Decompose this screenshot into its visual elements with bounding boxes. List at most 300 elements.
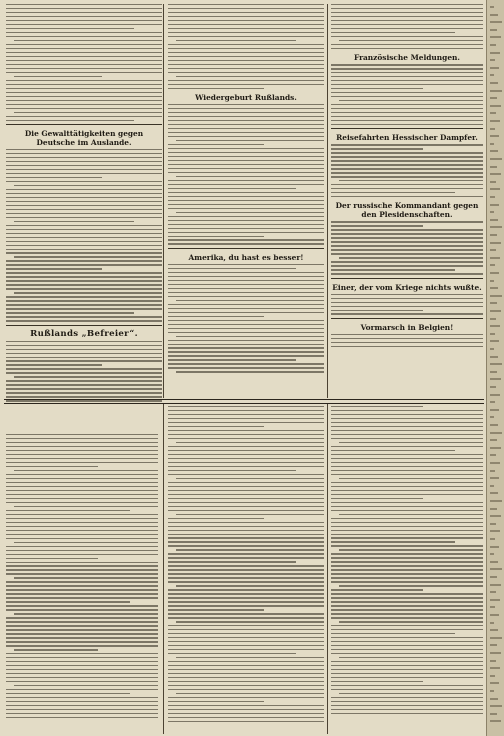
text-line — [6, 217, 162, 218]
gutter-mark — [490, 599, 500, 601]
text-line — [168, 264, 324, 265]
heading-wiedergeburt: Wiedergeburt Rußlands. — [195, 93, 297, 103]
heading-reisefahrten: Reisefahrten Hessischer Dampfer. — [336, 133, 478, 143]
divider — [6, 325, 162, 326]
gutter-mark — [490, 302, 497, 304]
text-line — [168, 414, 324, 415]
text-line — [331, 685, 483, 686]
text-line — [331, 176, 483, 177]
text-line — [6, 116, 162, 117]
text-line — [6, 8, 162, 9]
text-line — [331, 665, 483, 666]
text-line — [6, 442, 158, 443]
text-line — [168, 581, 324, 582]
text-line — [6, 697, 158, 698]
gutter-mark — [490, 675, 495, 677]
gutter-mark — [490, 90, 502, 92]
text-line — [331, 641, 483, 642]
gutter-mark — [490, 29, 497, 31]
text-line — [168, 32, 324, 33]
text-line — [168, 347, 324, 348]
gutter-mark — [490, 538, 495, 540]
gutter-mark — [490, 652, 501, 654]
text-line — [331, 265, 483, 266]
text-line — [6, 534, 158, 535]
text-line — [331, 589, 423, 590]
text-line — [6, 589, 158, 590]
text-line — [6, 24, 162, 25]
text-line — [331, 148, 423, 149]
text-line — [331, 601, 483, 602]
text-line — [331, 653, 483, 654]
text-line — [14, 542, 158, 543]
text-line — [168, 144, 264, 145]
text-line — [331, 273, 483, 274]
gutter-mark — [490, 492, 498, 494]
text-line — [6, 316, 162, 317]
gutter-mark — [490, 97, 497, 99]
text-line — [331, 24, 483, 25]
text-line — [331, 474, 483, 475]
column-rule — [163, 4, 164, 398]
text-line — [6, 360, 162, 361]
text-line — [168, 164, 324, 165]
text-line — [6, 530, 158, 531]
text-line — [331, 172, 483, 173]
text-line — [6, 4, 162, 5]
gutter-mark — [490, 705, 502, 707]
text-line — [6, 518, 158, 519]
gutter-mark — [490, 363, 502, 365]
column-3 — [331, 4, 483, 350]
gutter-mark — [490, 325, 500, 327]
text-line — [168, 232, 324, 233]
text-line — [168, 367, 324, 368]
text-line — [331, 462, 483, 463]
text-line — [6, 380, 162, 381]
gutter-mark — [490, 44, 496, 46]
text-line — [14, 112, 162, 113]
text-line — [168, 60, 324, 61]
text-line — [168, 593, 324, 594]
text-line — [331, 625, 483, 626]
text-line — [168, 541, 324, 542]
text-line — [6, 56, 162, 57]
text-line — [6, 554, 158, 555]
text-line — [168, 438, 324, 439]
gutter-mark — [490, 644, 497, 646]
text-line — [331, 221, 483, 222]
text-line — [339, 657, 483, 658]
text-line — [168, 685, 324, 686]
text-line — [168, 304, 324, 305]
column-rule — [327, 404, 328, 734]
text-line — [339, 693, 483, 694]
text-line — [168, 510, 324, 511]
text-line — [6, 498, 158, 499]
text-line — [168, 188, 296, 189]
gutter-mark — [490, 340, 499, 342]
gutter-mark — [490, 401, 495, 403]
gutter-mark — [490, 120, 500, 122]
text-line — [331, 310, 423, 311]
text-line — [6, 48, 162, 49]
text-line — [176, 657, 324, 658]
text-line — [6, 16, 162, 17]
text-line — [331, 249, 483, 250]
gutter-mark — [490, 295, 502, 297]
text-line — [6, 372, 162, 373]
text-line — [6, 229, 162, 230]
text-line — [331, 20, 483, 21]
text-line — [168, 613, 324, 614]
gutter-mark — [490, 394, 500, 396]
text-line — [168, 665, 324, 666]
text-line — [168, 124, 324, 125]
text-line — [168, 701, 264, 702]
text-line — [6, 673, 158, 674]
text-line — [6, 237, 162, 238]
text-line — [331, 709, 483, 710]
text-line — [331, 681, 423, 682]
text-line — [6, 28, 134, 29]
text-line — [6, 272, 162, 273]
text-line — [168, 312, 324, 313]
gutter-mark — [490, 173, 501, 175]
text-line — [6, 609, 158, 610]
text-line — [331, 76, 483, 77]
text-line — [331, 334, 483, 335]
text-line — [6, 177, 102, 178]
text-line — [331, 4, 483, 5]
gutter-mark — [490, 6, 494, 8]
text-line — [168, 152, 324, 153]
text-line — [6, 300, 162, 301]
text-line — [331, 16, 483, 17]
text-line — [331, 565, 483, 566]
column-rule — [327, 4, 328, 398]
text-line — [14, 613, 158, 614]
text-line — [168, 192, 324, 193]
text-line — [6, 494, 158, 495]
text-line — [6, 546, 158, 547]
text-line — [6, 173, 162, 174]
text-line — [168, 721, 324, 722]
text-line — [176, 585, 324, 586]
text-line — [6, 514, 158, 515]
text-line — [331, 506, 483, 507]
text-line — [6, 320, 162, 321]
text-line — [168, 112, 324, 113]
text-line — [339, 100, 483, 101]
divider — [331, 318, 483, 319]
text-line — [168, 160, 324, 161]
text-line — [6, 157, 162, 158]
text-line — [168, 44, 324, 45]
text-line — [168, 363, 324, 364]
gutter-mark — [490, 371, 497, 373]
text-line — [168, 243, 324, 244]
gutter-mark — [490, 211, 494, 213]
text-line — [6, 52, 162, 53]
text-line — [331, 697, 483, 698]
text-line — [6, 249, 162, 250]
text-line — [331, 689, 483, 690]
text-line — [168, 296, 324, 297]
text-line — [168, 494, 324, 495]
text-line — [168, 446, 324, 447]
text-line — [6, 161, 162, 162]
text-line — [6, 502, 158, 503]
text-line — [14, 256, 162, 257]
text-line — [168, 104, 324, 105]
text-line — [6, 296, 162, 297]
text-line — [168, 316, 264, 317]
text-line — [331, 225, 423, 226]
text-line — [168, 434, 324, 435]
text-line — [331, 661, 483, 662]
text-line — [168, 633, 324, 634]
text-line — [6, 526, 158, 527]
text-line — [331, 188, 483, 189]
gutter-mark — [490, 181, 496, 183]
text-line — [168, 589, 324, 590]
text-line — [331, 629, 483, 630]
text-line — [6, 454, 158, 455]
text-line — [339, 549, 483, 550]
text-line — [331, 120, 483, 121]
text-line — [168, 8, 324, 9]
text-line — [168, 20, 324, 21]
text-line — [331, 677, 483, 678]
text-line — [331, 84, 483, 85]
text-line — [339, 257, 483, 258]
text-line — [331, 577, 483, 578]
text-line — [6, 478, 158, 479]
text-line — [6, 665, 158, 666]
text-line — [331, 342, 483, 343]
gutter-mark — [490, 242, 501, 244]
text-line — [6, 349, 162, 350]
gutter-mark — [490, 143, 494, 145]
text-line — [331, 152, 483, 153]
text-line — [6, 201, 162, 202]
text-line — [6, 288, 162, 289]
text-line — [331, 537, 483, 538]
text-line — [168, 653, 296, 654]
text-line — [331, 346, 483, 347]
text-line — [6, 633, 158, 634]
text-line — [331, 92, 483, 93]
gutter-mark — [490, 424, 498, 426]
text-line — [6, 617, 158, 618]
gutter-mark — [490, 470, 495, 472]
gutter-mark — [490, 67, 499, 69]
heading-krieg-wissen: Einer, der vom Kriege nichts wußte. — [332, 282, 482, 292]
text-line — [6, 593, 158, 594]
column-3-text-e — [331, 334, 483, 347]
text-line — [168, 128, 324, 129]
column-3-text-b — [331, 144, 483, 197]
text-line — [6, 396, 162, 397]
text-line — [168, 553, 324, 554]
text-line — [14, 221, 134, 222]
gutter-mark — [490, 477, 499, 479]
text-line — [168, 80, 324, 81]
text-line — [168, 681, 324, 682]
column-3-text-d — [331, 294, 483, 315]
column-2-text-mid — [168, 104, 324, 245]
text-line — [168, 661, 324, 662]
text-line — [168, 406, 324, 407]
column-1-text-mid — [6, 149, 162, 322]
text-line — [6, 392, 162, 393]
text-line — [331, 116, 483, 117]
text-line — [168, 200, 324, 201]
text-line — [6, 573, 158, 574]
text-line — [168, 196, 324, 197]
text-line — [6, 681, 158, 682]
text-line — [168, 609, 264, 610]
text-line — [339, 478, 483, 479]
text-line — [168, 458, 324, 459]
text-line — [176, 621, 324, 622]
gutter-mark — [490, 257, 500, 259]
text-line — [331, 88, 423, 89]
gutter-mark — [490, 59, 495, 61]
text-line — [331, 48, 483, 49]
text-line — [6, 72, 162, 73]
text-line — [168, 56, 324, 57]
text-line — [168, 184, 324, 185]
text-line — [331, 192, 455, 193]
text-line — [6, 312, 134, 313]
text-line — [168, 239, 324, 240]
text-line — [331, 450, 455, 451]
text-line — [14, 292, 162, 293]
text-line — [6, 581, 158, 582]
gutter-mark — [490, 667, 500, 669]
text-line — [6, 353, 162, 354]
feuilleton-column-3 — [331, 406, 483, 717]
gutter-mark — [490, 166, 497, 168]
text-line — [331, 498, 423, 499]
divider — [168, 248, 324, 249]
column-2 — [168, 4, 324, 375]
text-line — [331, 156, 483, 157]
gutter-mark — [490, 52, 500, 54]
text-line — [168, 649, 324, 650]
text-line — [331, 68, 483, 69]
text-line — [6, 268, 102, 269]
text-line — [168, 12, 324, 13]
text-line — [331, 597, 483, 598]
text-line — [168, 466, 324, 467]
text-line — [339, 621, 483, 622]
text-line — [6, 669, 158, 670]
text-line — [168, 629, 324, 630]
column-3-text-a — [331, 64, 483, 125]
text-line — [168, 16, 324, 17]
text-line — [331, 561, 483, 562]
text-line — [168, 168, 324, 169]
gutter-mark — [490, 21, 502, 23]
text-line — [331, 184, 483, 185]
text-line — [331, 605, 483, 606]
text-line — [168, 156, 324, 157]
gutter-mark — [490, 409, 499, 411]
gutter-mark — [490, 660, 496, 662]
gutter-mark — [490, 553, 494, 555]
text-line — [331, 438, 483, 439]
text-line — [331, 418, 483, 419]
text-line — [6, 450, 158, 451]
text-line — [14, 685, 158, 686]
text-line — [331, 104, 483, 105]
text-line — [331, 466, 483, 467]
text-line — [168, 351, 324, 352]
text-line — [331, 482, 483, 483]
gutter-mark — [490, 386, 496, 388]
text-line — [168, 204, 324, 205]
heading-russland-befreier: Rußlands „Befreier“. — [30, 328, 138, 339]
gutter-mark — [490, 546, 499, 548]
text-line — [331, 541, 455, 542]
divider — [6, 124, 162, 125]
text-line — [6, 550, 158, 551]
text-line — [6, 562, 158, 563]
text-line — [6, 104, 162, 105]
text-line — [331, 434, 483, 435]
text-line — [331, 530, 483, 531]
text-line — [176, 76, 324, 77]
text-line — [331, 422, 483, 423]
text-line — [6, 434, 158, 435]
text-line — [168, 418, 324, 419]
gutter-mark — [490, 576, 497, 578]
gutter-mark — [490, 14, 498, 16]
text-line — [14, 76, 102, 77]
text-line — [6, 205, 162, 206]
text-line — [168, 36, 324, 37]
text-line — [168, 561, 296, 562]
gutter-mark — [490, 158, 502, 160]
feuilleton-rule — [4, 399, 484, 404]
text-line — [331, 144, 483, 145]
text-line — [168, 288, 324, 289]
text-line — [331, 306, 483, 307]
text-line — [331, 160, 483, 161]
gutter-mark — [490, 204, 499, 206]
text-line — [168, 522, 324, 523]
text-line — [331, 302, 483, 303]
text-line — [6, 225, 162, 226]
gutter-mark — [490, 508, 497, 510]
text-line — [168, 534, 324, 535]
text-line — [168, 617, 324, 618]
text-line — [6, 625, 158, 626]
gutter-mark — [490, 439, 497, 441]
text-line — [331, 494, 483, 495]
text-line — [331, 553, 483, 554]
text-line — [176, 549, 324, 550]
divider — [331, 278, 483, 279]
text-line — [331, 613, 483, 614]
text-line — [168, 216, 324, 217]
text-line — [6, 621, 158, 622]
column-1-text-top — [6, 4, 162, 121]
gutter-mark — [490, 105, 501, 107]
